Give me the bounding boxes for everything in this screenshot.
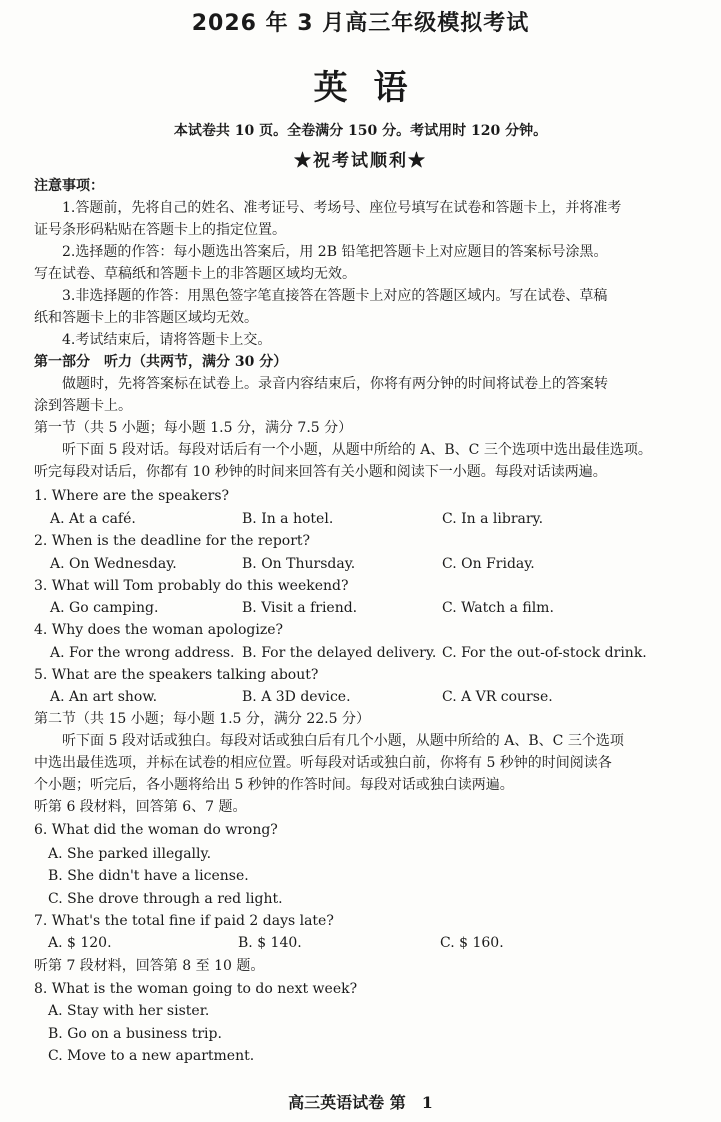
question-1-stem: 1. Where are the speakers? <box>34 488 230 504</box>
question-2-option-c[interactable]: C. On Friday. <box>442 556 535 572</box>
question-2-option-b[interactable]: B. On Thursday. <box>242 556 356 572</box>
section1-heading: 第一节（共 5 小题；每小题 1.5 分，满分 7.5 分） <box>34 420 353 436</box>
notice-item-1-line-2: 证号条形码粘贴在答题卡上的指定位置。 <box>34 222 286 238</box>
question-6-stem: 6. What did the woman do wrong? <box>34 822 278 838</box>
notice-heading: 注意事项： <box>34 178 104 194</box>
notice-item-4: 4.考试结束后，请将答题卡上交。 <box>62 332 272 348</box>
material-6-instruction: 听第 6 段材料，回答第 6、7 题。 <box>34 799 247 815</box>
part1-intro-line-2: 涂到答题卡上。 <box>34 398 132 414</box>
question-1-option-b[interactable]: B. In a hotel. <box>242 511 334 527</box>
section1-intro-line-1: 听下面 5 段对话。每段对话后有一个小题，从题中所给的 A、B、C 三个选项中选出最佳选项。 <box>62 442 652 458</box>
question-5-stem: 5. What are the speakers talking about? <box>34 667 319 683</box>
question-3-option-b[interactable]: B. Visit a friend. <box>242 600 358 616</box>
section2-heading: 第二节（共 15 小题；每小题 1.5 分，满分 22.5 分） <box>34 711 370 727</box>
question-2-option-a[interactable]: A. On Wednesday. <box>50 556 177 572</box>
good-luck-banner: ★祝考试顺利★ <box>294 151 427 171</box>
question-5-option-b[interactable]: B. A 3D device. <box>242 689 351 705</box>
exam-title: 2026 年 3 月高三年级模拟考试 <box>191 11 530 36</box>
part1-intro-line-1: 做题时，先将答案标在试卷上。录音内容结束后，你将有两分钟的时间将试卷上的答案转 <box>62 376 608 392</box>
section2-intro-line-1: 听下面 5 段对话或独白。每段对话或独白后有几个小题，从题中所给的 A、B、C 三个选项 <box>62 733 624 749</box>
part1-heading: 第一部分 听力（共两节，满分 30 分） <box>34 354 288 370</box>
question-8-option-a[interactable]: A. Stay with her sister. <box>48 1003 210 1019</box>
question-3-option-a[interactable]: A. Go camping. <box>50 600 159 616</box>
notice-item-3-line-1: 3.非选择题的作答：用黑色签字笔直接答在答题卡上对应的答题区域内。写在试卷、草稿 <box>62 288 608 304</box>
question-8-option-b[interactable]: B. Go on a business trip. <box>48 1026 222 1042</box>
question-7-stem: 7. What's the total fine if paid 2 days late? <box>34 913 334 929</box>
exam-info: 本试卷共 10 页。全卷满分 150 分。考试用时 120 分钟。 <box>173 123 548 139</box>
question-7-option-a[interactable]: A. $ 120. <box>48 935 112 951</box>
section1-intro-line-2: 听完每段对话后，你都有 10 秒钟的时间来回答有关小题和阅读下一小题。每段对话读两遍。 <box>34 464 607 480</box>
page-footer: 高三英语试卷 第 1 <box>288 1093 433 1112</box>
question-8-stem: 8. What is the woman going to do next week? <box>34 981 358 997</box>
question-5-option-c[interactable]: C. A VR course. <box>442 689 553 705</box>
question-8-option-c[interactable]: C. Move to a new apartment. <box>48 1048 255 1064</box>
notice-item-2-line-1: 2.选择题的作答：每小题选出答案后，用 2B 铅笔把答题卡上对应题目的答案标号涂黑。 <box>62 244 608 260</box>
section2-intro-line-2: 中选出最佳选项，并标在试卷的相应位置。听每段对话或独白前，你将有 5 秒钟的时间阅读各 <box>34 755 612 771</box>
question-4-option-b[interactable]: B. For the delayed delivery. <box>242 645 437 661</box>
question-6-option-a[interactable]: A. She parked illegally. <box>48 846 212 862</box>
question-3-stem: 3. What will Tom probably do this weekend? <box>34 578 349 594</box>
material-7-instruction: 听第 7 段材料，回答第 8 至 10 题。 <box>34 958 265 974</box>
question-1-option-c[interactable]: C. In a library. <box>442 511 544 527</box>
question-4-stem: 4. Why does the woman apologize? <box>34 622 284 638</box>
question-2-stem: 2. When is the deadline for the report? <box>34 533 311 549</box>
notice-item-1-line-1: 1.答题前，先将自己的姓名、准考证号、考场号、座位号填写在试卷和答题卡上，并将准考 <box>62 200 622 216</box>
notice-item-3-line-2: 纸和答题卡上的非答题区域均无效。 <box>34 310 258 326</box>
notice-item-2-line-2: 写在试卷、草稿纸和答题卡上的非答题区域均无效。 <box>34 266 356 282</box>
question-5-option-a[interactable]: A. An art show. <box>50 689 158 705</box>
question-7-option-c[interactable]: C. $ 160. <box>440 935 504 951</box>
question-7-option-b[interactable]: B. $ 140. <box>238 935 302 951</box>
subject-title: 英语 <box>313 68 434 108</box>
question-6-option-c[interactable]: C. She drove through a red light. <box>48 891 283 907</box>
question-1-option-a[interactable]: A. At a café. <box>50 511 136 527</box>
question-3-option-c[interactable]: C. Watch a film. <box>442 600 554 616</box>
question-6-option-b[interactable]: B. She didn't have a license. <box>48 868 249 884</box>
section2-intro-line-3: 个小题；听完后，各小题将给出 5 秒钟的作答时间。每段对话或独白读两遍。 <box>34 777 514 793</box>
question-4-option-a[interactable]: A. For the wrong address. <box>50 645 235 661</box>
question-4-option-c[interactable]: C. For the out-of-stock drink. <box>442 645 647 661</box>
